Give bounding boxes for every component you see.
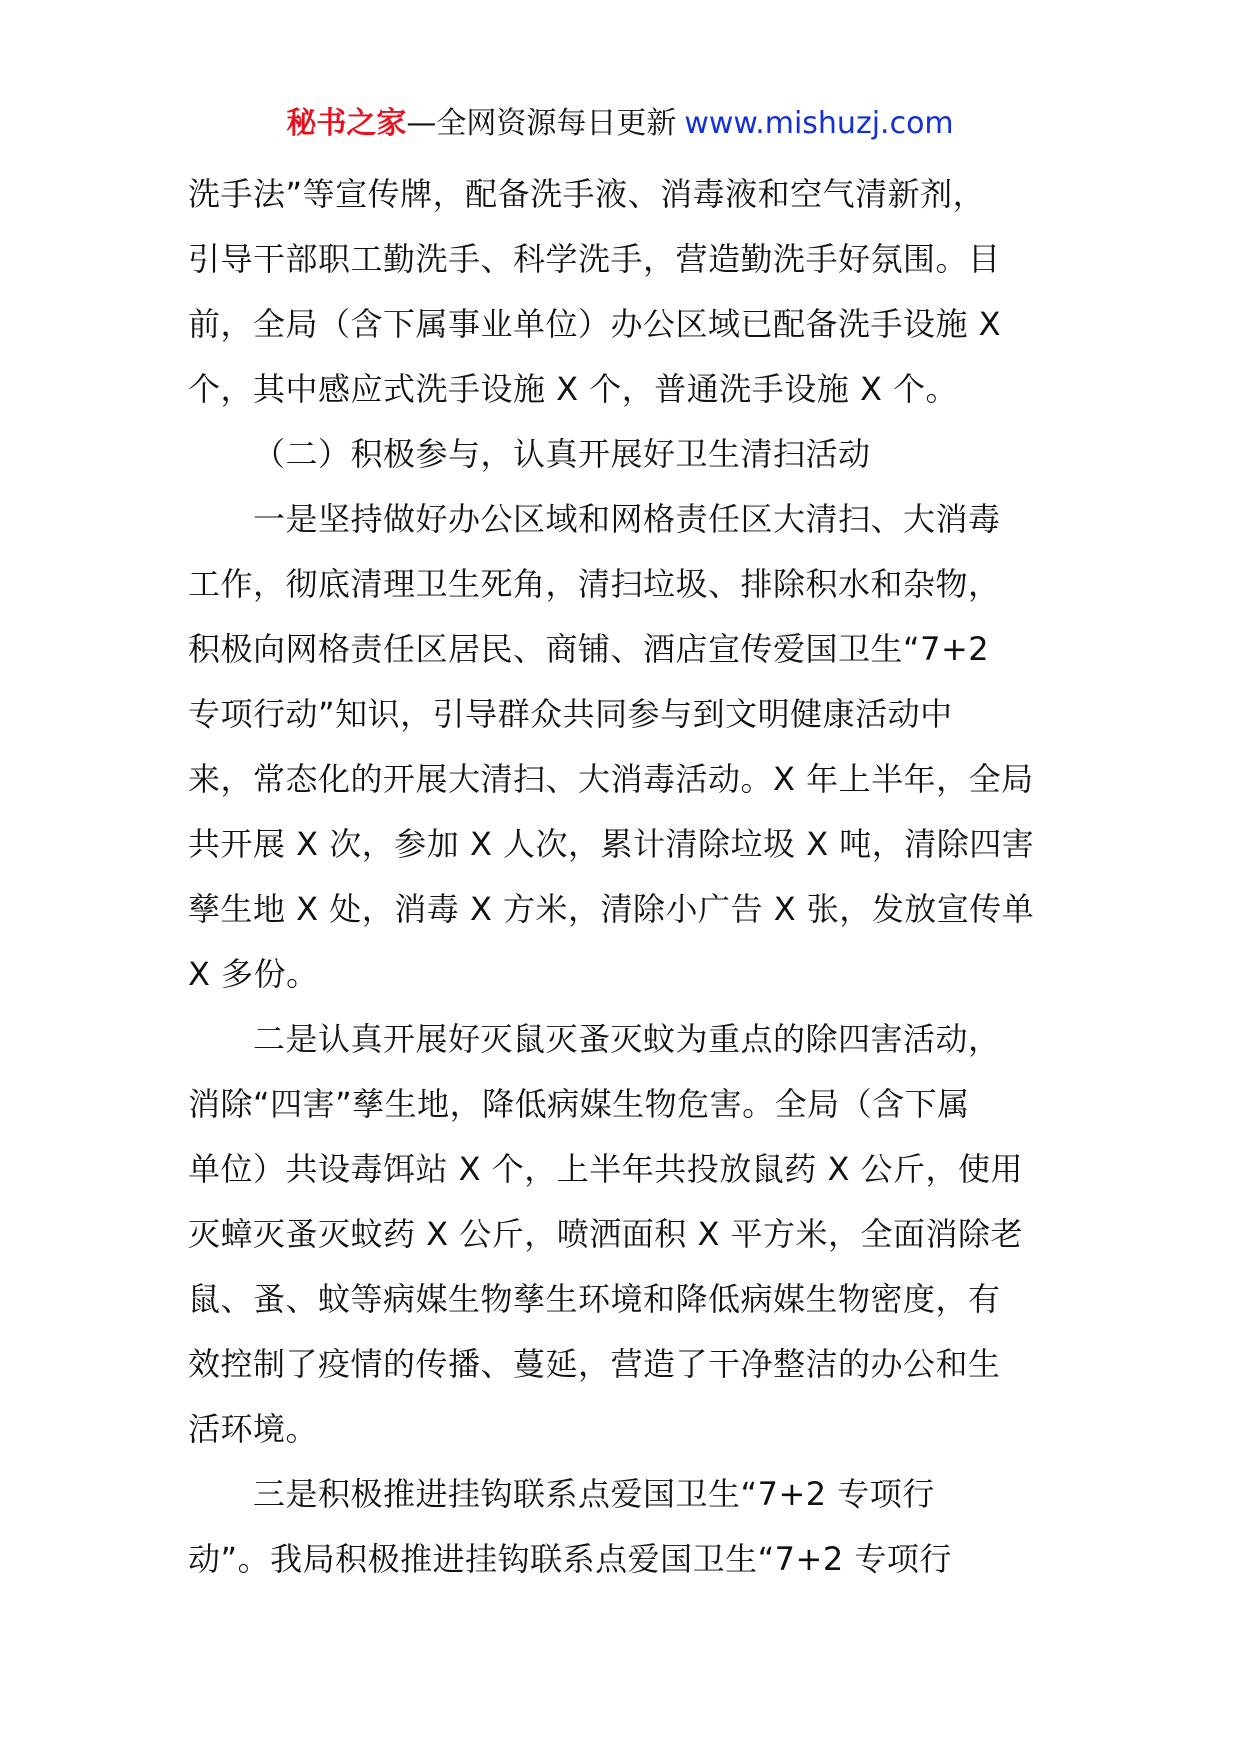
paragraph-start-line: 三是积极推进挂钩联系点爱国卫生“7+2 专项行 xyxy=(253,1475,935,1513)
text-line: 孳生地 X 处，消毒 X 方米，清除小广告 X 张，发放宣传单 xyxy=(188,890,1035,928)
text-line: 效控制了疫情的传播、蔓延，营造了干净整洁的办公和生 xyxy=(188,1345,1001,1383)
paragraph-start-line: 一是坚持做好办公区域和网格责任区大清扫、大消毒 xyxy=(253,500,1001,538)
text-line: 前，全局（含下属事业单位）办公区域已配备洗手设施 X xyxy=(188,305,1002,343)
text-line: 工作，彻底清理卫生死角，清扫垃圾、排除积水和杂物， xyxy=(188,565,1001,603)
text-line: X 多份。 xyxy=(188,955,319,993)
brand-name: 秘书之家 xyxy=(286,106,407,141)
text-line: 活环境。 xyxy=(188,1410,319,1448)
text-line: 消除“四害”孳生地，降低病媒生物危害。全局（含下属 xyxy=(188,1085,970,1123)
section-heading: （二）积极参与，认真开展好卫生清扫活动 xyxy=(253,435,871,473)
text-line: 来，常态化的开展大清扫、大消毒活动。X 年上半年，全局 xyxy=(188,760,1034,798)
header-slogan: —全网资源每日更新 xyxy=(406,106,677,141)
paragraph-start-line: 二是认真开展好灭鼠灭蚤灭蚊为重点的除四害活动， xyxy=(253,1020,1001,1058)
document-body xyxy=(188,162,1058,1592)
text-line: 单位）共设毒饵站 X 个，上半年共投放鼠药 X 公斤，使用 xyxy=(188,1150,1024,1188)
text-line: 动”。我局积极推进挂钩联系点爱国卫生“7+2 专项行 xyxy=(188,1540,952,1578)
site-header xyxy=(0,104,1240,144)
text-line: 灭蟑灭蚤灭蚊药 X 公斤，喷洒面积 X 平方米，全面消除老 xyxy=(188,1215,1024,1253)
text-line: 鼠、蚤、蚊等病媒生物孳生环境和降低病媒生物密度，有 xyxy=(188,1280,1001,1318)
text-line: 个，其中感应式洗手设施 X 个，普通洗手设施 X 个。 xyxy=(188,370,959,408)
text-line: 积极向网格责任区居民、商铺、酒店宣传爱国卫生“7+2 xyxy=(188,630,990,668)
text-line: 专项行动”知识，引导群众共同参与到文明健康活动中 xyxy=(188,695,953,733)
text-line: 洗手法”等宣传牌，配备洗手液、消毒液和空气清新剂， xyxy=(188,175,986,213)
text-line: 共开展 X 次，参加 X 人次，累计清除垃圾 X 吨，清除四害 xyxy=(188,825,1035,863)
text-line: 引导干部职工勤洗手、科学洗手，营造勤洗手好氛围。目 xyxy=(188,240,1001,278)
site-url[interactable]: www.mishuzj.com xyxy=(684,106,954,141)
